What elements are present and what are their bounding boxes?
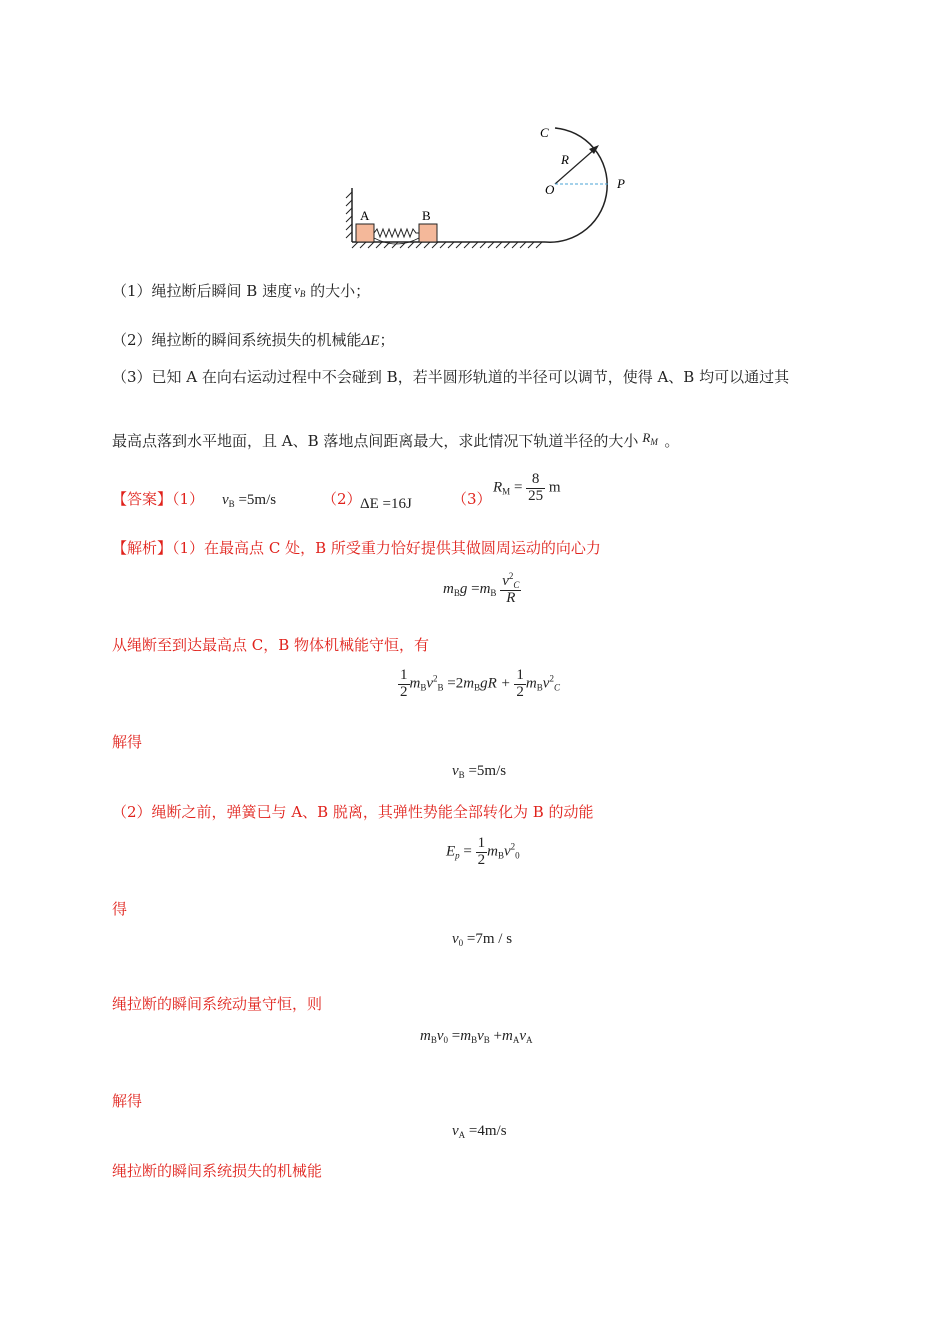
answer-line: 【答案】（1）	[112, 490, 205, 508]
answer-3-value: $R_M$ = $\frac{8}{25}$ m	[493, 471, 561, 504]
label-o: O	[545, 182, 555, 197]
answer-2-value: ΔE =16J	[360, 496, 412, 512]
equation-7: $v_A =4m/s$	[452, 1123, 507, 1140]
equation-1: $m_Bg =m_B$ $\frac{v^2_C}{R}$	[443, 571, 520, 607]
label-p: P	[617, 176, 625, 191]
question-1: （1）绳拉断后瞬间 B 速度 $v_B$ 的大小；	[112, 282, 371, 300]
analysis-tag: 【解析】	[112, 539, 173, 557]
equation-2: $\frac{1}{2}$ $m_Bv^2_B =2m_BgR$ + $\frac{1}{2}$ $m_Bv^2_C$	[400, 667, 560, 700]
equation-3: $v_B =5m/s$	[452, 763, 507, 780]
block-a	[356, 224, 374, 242]
text-energy-conservation: 从绳断至到达最高点 C，B 物体机械能守恒，有	[112, 636, 430, 654]
question-3-line2: 最高点落到水平地面，且 A、B 落地点间距离最大，求此情况下轨道半径的大小 $R_M$ 。	[112, 430, 680, 450]
var-vb: $v_B$	[294, 282, 306, 299]
label-a: A	[360, 208, 370, 223]
spring	[374, 229, 419, 237]
answer-2-prefix: （2）	[322, 490, 362, 508]
text-momentum: 绳拉断的瞬间系统动量守恒，则	[112, 995, 323, 1013]
text-energy-loss: 绳拉断的瞬间系统损失的机械能	[112, 1162, 323, 1180]
answer-1-value: $v_B =5m/s$	[222, 492, 277, 509]
equation-4: $E_p$ = $\frac{1}{2}$ $m_Bv^2_0$	[446, 835, 520, 868]
var-delta-e: ΔE	[361, 333, 380, 349]
physics-diagram	[340, 118, 640, 250]
text-solve-2: 解得	[112, 1092, 143, 1110]
answer-tag: 【答案】	[112, 490, 173, 508]
text-solve-1: 解得	[112, 733, 143, 751]
analysis-intro: 【解析】（1）在最高点 C 处，B 所受重力恰好提供其做圆周运动的向心力	[112, 539, 601, 557]
equation-6: $m_Bv_0 =m_Bv_B +m_Av_A$	[420, 1028, 533, 1045]
answer-3-prefix: （3）	[452, 490, 492, 508]
text-get: 得	[112, 900, 128, 918]
question-3-line1: （3）已知 A 在向右运动过程中不会碰到 B，若半圆形轨道的半径可以调节，使得 A、B 均可以通过其	[112, 368, 790, 386]
label-c: C	[540, 125, 549, 140]
block-b	[419, 224, 437, 242]
text-spring-energy: （2）绳断之前，弹簧已与 A、B 脱离，其弹性势能全部转化为 B 的动能	[112, 803, 594, 821]
equation-5: $v_0 =7m / s$	[452, 931, 513, 948]
var-rm: $R_M$	[642, 430, 658, 447]
question-2: （2）绳拉断的瞬间系统损失的机械能ΔE；	[112, 331, 395, 349]
label-b: B	[422, 208, 431, 223]
label-r: R	[561, 152, 569, 167]
